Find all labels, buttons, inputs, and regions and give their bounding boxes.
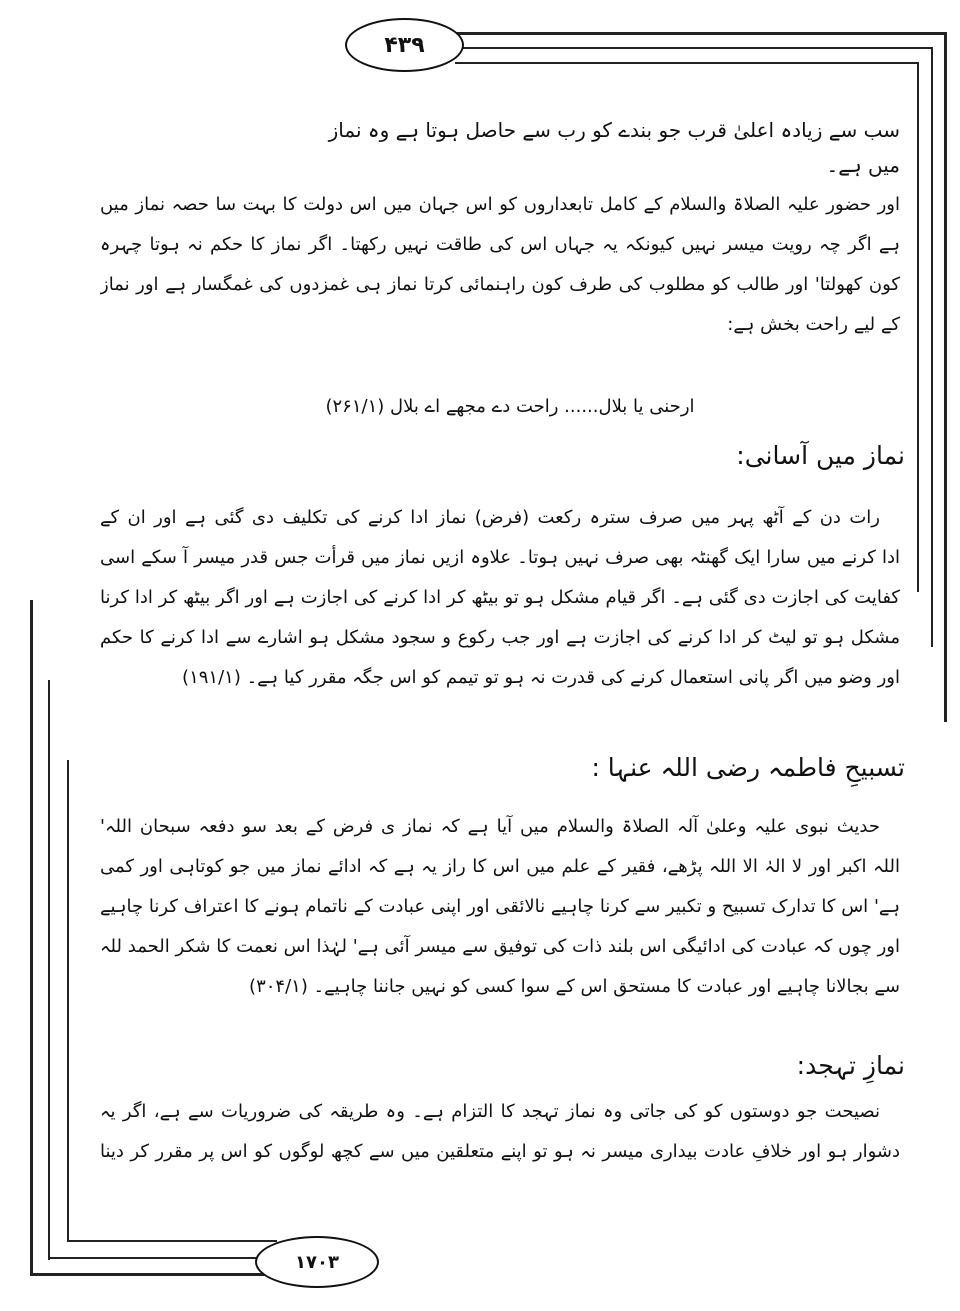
quote-line: ارحنی یا بلال...... راحت دے مجھے اے بلال (۲۶۱/۱) — [325, 396, 695, 417]
paragraph-line: کے لیے راحت بخش ہے: — [727, 314, 900, 335]
paragraph-line: کفایت کی اجازت دی گئی ہے۔ اگر قیام مشکل ہو تو بیٹھ کر ادا کرنے کی اجازت ہے اور اگر بیٹھ کر ادا کرنا — [100, 587, 900, 608]
paragraph-line: ہے اگر چہ رویت میسر نہیں کیونکہ یہ جہاں اس کی طاقت نہیں رکھتا۔ اگر نماز کا حکم نہ ہوتا چہرہ — [100, 234, 900, 255]
paragraph-line: مشکل ہو تو لیٹ کر ادا کرنے کی اجازت ہے اور جب رکوع و سجود مشکل ہو اشارے سے ادا کرنے کا حکم — [100, 627, 900, 648]
paragraph-line: کون کھولتا' اور طالب کو مطلوب کی طرف کون راہنمائی کرتا نماز ہی غمزدوں کی غمگسار ہے اور نماز — [100, 274, 900, 295]
page-number-top: ۴۳۹ — [345, 18, 464, 72]
paragraph-line: ادا کرنے میں سارا ایک گھنٹہ بھی صرف نہیں ہوتا۔ علاوہ ازیں نماز میں قرأت جس قدر میسر آ سکے اسی — [100, 547, 900, 568]
frame-line — [67, 760, 69, 1242]
paragraph-line: اللہ اکبر اور لا الہٰ الا اللہ پڑھے، فقیر کے علم میں اس کا راز یہ ہے کہ ادائے نماز میں جو کوتاہی اور کمی — [100, 856, 900, 877]
paragraph-line: اور وضو میں اگر پانی استعمال کرنے کی قدرت نہ ہو تو تیمم کو اس جگہ مقرر کیا ہے۔ (۱۹۱/۱) — [182, 667, 900, 688]
section-heading: نماز میں آسانی: — [736, 441, 905, 470]
intro-line: سب سے زیادہ اعلیٰ قرب جو بندے کو رب سے حاصل ہوتا ہے وہ نماز — [328, 118, 900, 142]
frame-line — [30, 600, 33, 1275]
frame-line — [455, 32, 947, 35]
frame-line — [455, 62, 919, 64]
paragraph-line: رات دن کے آٹھ پہر میں صرف سترہ رکعت (فرض) نماز ادا کرنے کی تکلیف دی گئی ہے اور ان کے — [100, 507, 880, 528]
frame-line — [455, 47, 933, 49]
frame-line — [944, 32, 947, 722]
frame-line — [917, 62, 919, 592]
section-heading: نمازِ تہجد: — [796, 1051, 905, 1080]
section-heading: تسبیحِ فاطمہ رضی اللہ عنہا : — [591, 753, 905, 782]
frame-line — [931, 47, 933, 647]
frame-line — [48, 1257, 270, 1259]
paragraph-line: اور چوں کہ عبادت کی ادائیگی اس بلند ذات کی توفیق سے میسر آئی ہے' لہٰذا اس نعمت کا شکر الحمد للہ — [100, 936, 900, 957]
paragraph-line: ہے' اس کا تدارک تسبیح و تکبیر سے کرنا چاہیے نالائقی اور اپنی عبادت کے ناتمام ہونے کا اعتراف کرنا چاہیے — [100, 896, 900, 917]
paragraph-line: اور حضور علیہ الصلاۃ والسلام کے کامل تابعداروں کو اس جہان میں اس دولت کا بہت سا حصہ نماز میں — [100, 194, 900, 215]
paragraph-line: دشوار ہو اور خلافِ عادت بیداری میسر نہ ہو تو اپنے متعلقین میں سے کچھ لوگوں کو اس پر مقرر کر دینا — [100, 1141, 900, 1162]
intro-line: میں ہے۔ — [826, 153, 900, 177]
frame-line — [67, 1240, 277, 1242]
paragraph-line: حدیث نبوی علیہ وعلیٰ آلہ الصلاۃ والسلام میں آیا ہے کہ نماز ی فرض کے بعد سو دفعہ سبحان اللہ' — [100, 816, 880, 837]
paragraph-line: سے بجالانا چاہیے اور عبادت کا مستحق اس کے سوا کسی کو نہیں جاننا چاہیے۔ (۳۰۴/۱) — [249, 976, 900, 997]
frame-line — [48, 680, 50, 1260]
frame-line — [30, 1273, 270, 1276]
paragraph-line: نصیحت جو دوستوں کو کی جاتی وہ نماز تہجد کا التزام ہے۔ وہ طریقہ کی ضروریات سے ہے، اگر یہ — [100, 1101, 880, 1122]
page-number-bottom: ۱۷۰۳ — [255, 1236, 379, 1288]
